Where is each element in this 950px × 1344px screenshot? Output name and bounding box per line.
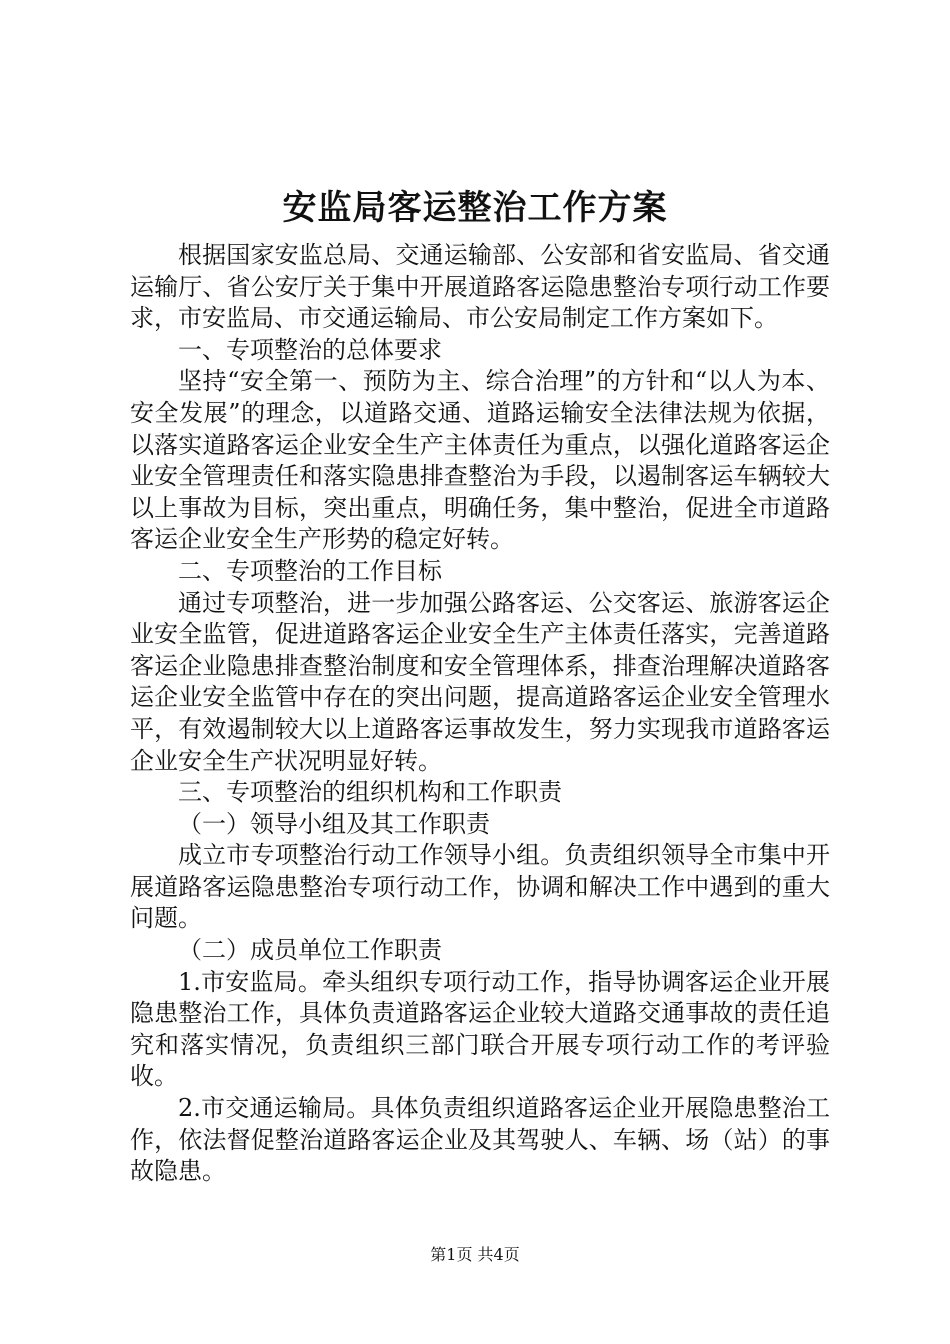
document-title: 安监局客运整治工作方案 [282, 188, 668, 228]
paragraph-member-1: 1.市安监局。牵头组织专项行动工作，指导协调客运企业开展隐患整治工作，具体负责道路客运企业较大道路交通事故的责任追究和落实情况，负责组织三部门联合开展专项行动工作的考评验收。 [130, 967, 830, 1091]
heading-section-2: 二、专项整治的工作目标 [178, 556, 442, 585]
paragraph-intro: 根据国家安监总局、交通运输部、公安部和省安监局、省交通运输厅、省公安厅关于集中开展道路客运隐患整治专项行动工作要求，市安监局、市交通运输局、市公安局制定工作方案如下。 [130, 241, 830, 333]
heading-section-3: 三、专项整治的组织机构和工作职责 [178, 778, 562, 807]
page-number-footer: 第1页 共4页 [430, 1245, 520, 1264]
paragraph-work-goals: 通过专项整治，进一步加强公路客运、公交客运、旅游客运企业安全监管，促进道路客运企业安全生产主体责任落实，完善道路客运企业隐患排查整治制度和安全管理体系，排查治理解决道路客运企业安全监管中存在的突出问题，提高道路客运企业安全管理水平，有效遏制较大以上道路客运事故发生，努力实现我市道路客运企业安全生产状况明显好转。 [130, 588, 830, 775]
paragraph-leading-group: 成立市专项整治行动工作领导小组。负责组织领导全市集中开展道路客运隐患整治专项行动工作，协调和解决工作中遇到的重大问题。 [130, 841, 830, 933]
paragraph-general-requirements: 坚持“安全第一、预防为主、综合治理”的方针和“以人为本、安全发展”的理念，以道路交通、道路运输安全法律法规为依据，以落实道路客运企业安全生产主体责任为重点，以强化道路客运企业安全管理责任和落实隐患排查整治为手段，以遏制客运车辆较大以上事故为目标，突出重点，明确任务，集中整治，促进全市道路客运企业安全生产形势的稳定好转。 [130, 367, 830, 554]
heading-subsection-1: （一）领导小组及其工作职责 [178, 809, 490, 838]
heading-subsection-2: （二）成员单位工作职责 [178, 936, 442, 965]
document-body [130, 240, 830, 1188]
paragraph-member-2: 2.市交通运输局。具体负责组织道路客运企业开展隐患整治工作，依法督促整治道路客运企业及其驾驶人、车辆、场（站）的事故隐患。 [130, 1094, 830, 1186]
heading-section-1: 一、专项整治的总体要求 [178, 335, 442, 364]
